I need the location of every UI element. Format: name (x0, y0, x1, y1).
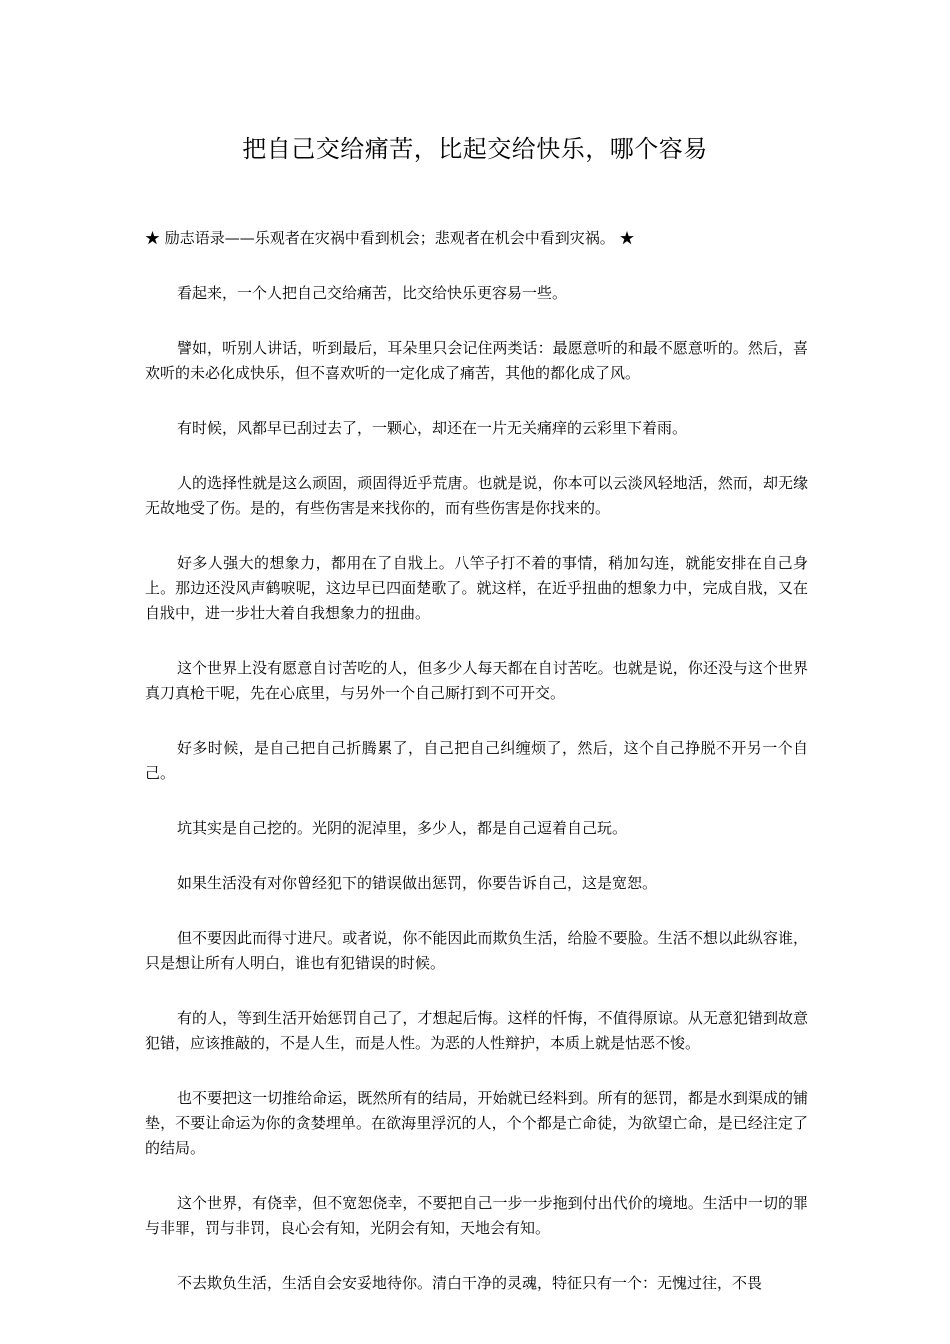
paragraph: 譬如，听别人讲话，听到最后，耳朵里只会记住两类话：最愿意听的和最不愿意听的。然后，喜欢听的未必化成快乐，但不喜欢听的一定化成了痛苦，其他的都化成了风。 (145, 339, 808, 382)
paragraph: 有的人，等到生活开始惩罚自己了，才想起后悔。这样的忏悔，不值得原谅。从无意犯错到故意犯错，应该推敲的，不是人生，而是人性。为恶的人性辩护，本质上就是怙恶不悛。 (145, 1009, 808, 1052)
paragraph: 但不要因此而得寸进尺。或者说，你不能因此而欺负生活，给脸不要脸。生活不想以此纵容谁，只是想让所有人明白，谁也有犯错误的时候。 (145, 929, 808, 972)
paragraph: 如果生活没有对你曾经犯下的错误做出惩罚，你要告诉自己，这是宽恕。 (177, 874, 658, 892)
paragraph: 坑其实是自己挖的。光阴的泥淖里，多少人，都是自己逗着自己玩。 (177, 819, 628, 837)
paragraph: 人的选择性就是这么顽固，顽固得近乎荒唐。也就是说，你本可以云淡风轻地活，然而，却无缘无故地受了伤。是的，有些伤害是来找你的，而有些伤害是你找来的。 (145, 474, 808, 517)
paragraph: 看起来，一个人把自己交给痛苦，比交给快乐更容易一些。 (177, 284, 568, 302)
document-body (145, 226, 808, 1326)
paragraph: 这个世界，有侥幸，但不宽恕侥幸，不要把自己一步一步拖到付出代价的境地。生活中一切的罪与非罪，罚与非罚，良心会有知，光阴会有知，天地会有知。 (145, 1194, 808, 1237)
paragraph: 不去欺负生活，生活自会安妥地待你。清白干净的灵魂，特征只有一个：无愧过往，不畏 (177, 1274, 763, 1292)
motto-line: ★ 励志语录——乐观者在灾祸中看到机会；悲观者在机会中看到灾祸。 ★ (145, 229, 635, 247)
document-title: 把自己交给痛苦，比起交给快乐，哪个容易 (242, 135, 708, 163)
paragraph: 好多人强大的想象力，都用在了自戕上。八竿子打不着的事情，稍加勾连，就能安排在自己身上。那边还没风声鹤唳呢，这边早已四面楚歌了。就这样，在近乎扭曲的想象力中，完成自戕，又在自戕中，进一步壮大着自我想象力的扭曲。 (145, 554, 808, 622)
paragraph: 有时候，风都早已刮过去了，一颗心，却还在一片无关痛痒的云彩里下着雨。 (177, 419, 688, 437)
paragraph: 这个世界上没有愿意自讨苦吃的人，但多少人每天都在自讨苦吃。也就是说，你还没与这个世界真刀真枪干呢，先在心底里，与另外一个自己厮打到不可开交。 (145, 659, 808, 702)
paragraph: 也不要把这一切推给命运，既然所有的结局，开始就已经料到。所有的惩罚，都是水到渠成的铺垫，不要让命运为你的贪婪埋单。在欲海里浮沉的人，个个都是亡命徒，为欲望亡命，是已经注定了的结局。 (145, 1089, 808, 1157)
paragraph: 好多时候，是自己把自己折腾累了，自己把自己纠缠烦了，然后，这个自己挣脱不开另一个自己。 (145, 739, 808, 782)
